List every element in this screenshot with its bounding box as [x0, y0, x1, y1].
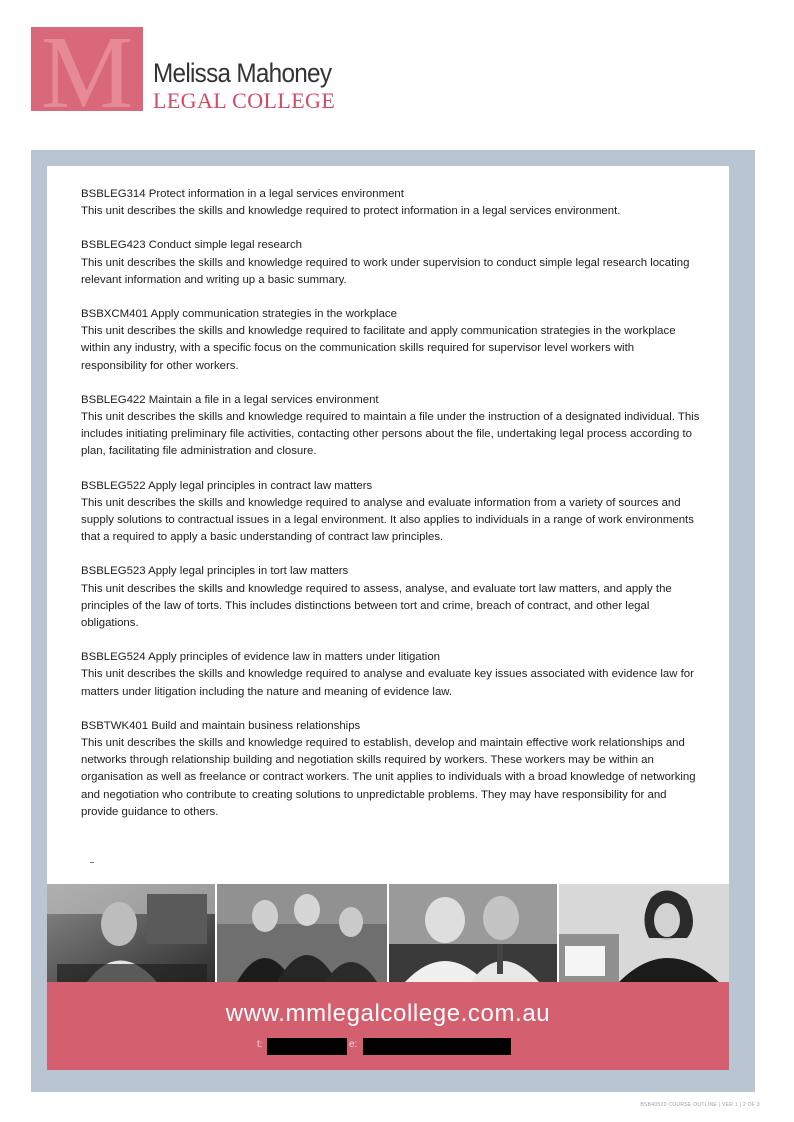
photo-student-train — [47, 884, 215, 982]
unit-description: This unit describes the skills and knowledge required to analyse and evaluate information from a variety of sources and supply solutions to contractual issues in a legal environment. It also applies to individuals in a range of work environments that a required to apply a basic understanding of contract law principles. — [81, 496, 694, 544]
unit-block — [81, 392, 701, 461]
m-monogram-icon — [31, 27, 143, 111]
unit-description: This unit describes the skills and knowledge required to maintain a file under the instruction of a designated individual. This includes initiating preliminary file activities, contacting other persons about the file, undertaking legal process according to plan, facilitating file administration and closure. — [81, 411, 700, 458]
redacted-email — [363, 1038, 511, 1055]
unit-title: BSBLEG314 Protect information in a legal services environment — [81, 188, 404, 200]
photo-three-women — [217, 884, 387, 982]
unit-title: BSBLEG522 Apply legal principles in contract law matters — [81, 479, 373, 492]
unit-block — [81, 649, 701, 701]
unit-title: BSBXCM401 Apply communication strategies in the workplace — [81, 308, 397, 321]
unit-title: BSBLEG523 Apply legal principles in tort law matters — [81, 565, 349, 578]
redacted-phone — [267, 1038, 347, 1055]
contact-footer — [47, 982, 729, 1070]
photo-woman-laptop — [559, 884, 729, 982]
scan-speck — [90, 862, 94, 863]
course-units-panel — [47, 166, 729, 884]
unit-title: BSBTWK401 Build and maintain business relationships — [81, 719, 361, 732]
phone-label: t: — [257, 1039, 263, 1050]
unit-description: This unit describes the skills and knowledge required to protect information in a legal services environment. — [81, 205, 621, 218]
unit-title: BSBLEG423 Conduct simple legal research — [81, 239, 302, 252]
brand-subtitle: LEGAL COLLEGE — [153, 88, 336, 113]
unit-description: This unit describes the skills and knowledge required to establish, develop and maintain effective work relationships and networks through relationship building and negotiation skills required by workers. These workers may be within an organisation as well as freelance or contract workers. The unit applies to individuals with a broad knowledge of networking and negotiation who contribute to creating solutions to unpredictable problems. They may have responsibility for and provide guidance to others. — [81, 737, 696, 818]
photo-strip — [47, 884, 729, 982]
unit-block — [81, 563, 701, 632]
brand-name: Melissa Mahoney — [153, 58, 332, 88]
unit-block — [81, 478, 701, 547]
unit-title: BSBLEG422 Maintain a file in a legal services environment — [81, 393, 379, 406]
page-reference: BSB40520 COURSE OUTLINE | VER 1 | 2 OF 3 — [640, 1102, 760, 1108]
email-label: e: — [349, 1039, 358, 1050]
unit-description: This unit describes the skills and knowledge required to analyse and evaluate key issues associated with evidence law for matters under litigation including the nature and meaning of evidence law. — [81, 668, 694, 698]
unit-block — [81, 237, 701, 289]
unit-description: This unit describes the skills and knowledge required to facilitate and apply communication strategies in the workplace within any industry, with a specific focus on the communication skills required for supervisor level workers with responsibility for other workers. — [81, 325, 676, 372]
unit-block — [81, 718, 701, 821]
unit-description: This unit describes the skills and knowledge required to work under supervision to conduct simple legal research locating relevant information and writing up a basic summary. — [81, 256, 690, 286]
logo-letter: M — [40, 27, 134, 111]
website-url[interactable]: www.mmlegalcollege.com.au — [225, 1000, 551, 1027]
unit-description: This unit describes the skills and knowledge required to assess, analyse, and evaluate tort law matters, and apply the principles of the law of torts. This includes distinctions between tort and crime, breach of contract, and other legal obligations. — [81, 582, 672, 630]
unit-block — [81, 186, 701, 220]
photo-two-professionals — [389, 884, 557, 982]
unit-title: BSBLEG524 Apply principles of evidence law in matters under litigation — [81, 651, 441, 664]
units-list — [81, 186, 701, 838]
unit-block — [81, 306, 701, 375]
logo-mark — [31, 27, 143, 111]
